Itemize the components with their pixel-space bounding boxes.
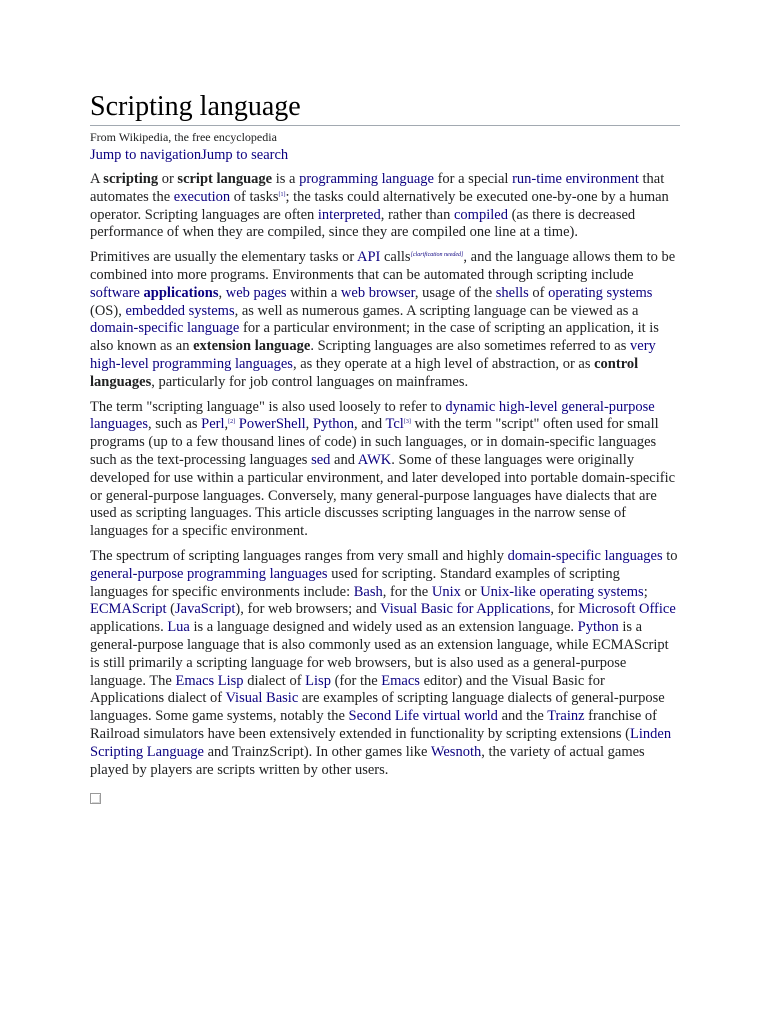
text: A	[90, 171, 104, 187]
link-shells[interactable]: shells	[495, 284, 529, 301]
text: . Scripting languages are also sometimes referred to as	[310, 338, 631, 355]
citation-3	[404, 419, 411, 425]
text: . Some of these languages were originally developed for use within a particular environment, and later developed into portable domain-specific or general-purpose languages. Conversely, many general-purpose languages have dialects that are used as scripting languages. This article discusses scripting languages in the narrow sense of languages for a specific environment.	[90, 451, 676, 540]
text: calls	[380, 249, 411, 266]
link-api[interactable]: API	[356, 249, 381, 266]
bold-link-text: applications	[143, 284, 219, 301]
text: and the	[497, 708, 548, 725]
link-embedded-systems[interactable]: embedded systems	[125, 302, 235, 319]
link-general-purpose-programming-languages[interactable]: general-purpose programming languages	[90, 565, 328, 582]
text: and	[330, 451, 358, 468]
link-run-time-environment[interactable]: run-time environment	[512, 171, 639, 187]
text: ;	[643, 583, 648, 600]
text: are examples of scripting language dialects of general-purpose languages. Some game systems, notably the	[90, 690, 665, 725]
text: with the term "script" often used for small programs (up to a few thousand lines of code) in such languages, or in domain-specific languages such as the text-processing languages	[90, 416, 659, 468]
link-domain-specific-language[interactable]: domain-specific language	[90, 320, 240, 337]
link-python[interactable]: Python	[312, 416, 354, 433]
text: or	[158, 171, 178, 187]
link-sed[interactable]: sed	[311, 451, 331, 468]
link-execution[interactable]: execution	[173, 188, 231, 205]
article-content	[90, 90, 680, 804]
link-lua[interactable]: Lua	[167, 619, 190, 636]
link-very-high-level-programming-languages[interactable]: very high-level programming languages	[90, 338, 656, 372]
text: , and	[353, 416, 386, 433]
link-tcl[interactable]: Tcl	[385, 416, 404, 433]
link-compiled[interactable]: compiled	[454, 206, 508, 223]
link-web-pages[interactable]: web pages	[225, 284, 287, 301]
text: is a general-purpose language that is also commonly used as an extension language, while ECMAScript is still primarily a scripting language for web browsers, but is also used as a general-purpose language. The	[90, 619, 669, 689]
bold-term-control-languages: control languages	[90, 355, 639, 390]
clarification-link[interactable]: [clarification needed]	[410, 252, 464, 259]
text: for a special	[433, 171, 513, 187]
link-dynamic-high-level-general-purpose-languages[interactable]: dynamic high-level general-purpose languages	[90, 398, 655, 433]
text: applications.	[90, 619, 168, 636]
text: editor) and the Visual Basic for Applications dialect of	[90, 672, 605, 707]
link-programming-language[interactable]: programming language	[299, 171, 434, 187]
link-python[interactable]: Python	[577, 619, 619, 636]
link-lisp[interactable]: Lisp	[305, 672, 331, 689]
text: dialect of	[243, 672, 306, 689]
link-emacs[interactable]: Emacs	[381, 672, 420, 689]
paragraph-2	[90, 249, 680, 391]
link-powershell[interactable]: PowerShell	[238, 416, 306, 433]
paragraph-1	[90, 171, 680, 242]
text: and TrainzScript). In other games like	[203, 743, 431, 760]
text: ,	[224, 416, 229, 433]
link-ecmascript[interactable]: ECMAScript	[90, 601, 167, 618]
link-visual-basic[interactable]: Visual Basic	[225, 690, 299, 707]
text: (as there is decreased performance of when they are compiled, since they are compiled one line at a time).	[90, 206, 636, 241]
text: , rather than	[380, 206, 454, 223]
text: ; the tasks could alternatively be executed one-by-one by a human operator. Scripting languages are often	[90, 188, 669, 223]
text: franchise of Railroad simulators have been extensively extended in functionality by scripting extensions (	[90, 708, 657, 742]
link-wesnoth[interactable]: Wesnoth	[430, 743, 482, 760]
jump-to-navigation-link[interactable]: Jump to navigation	[90, 147, 202, 163]
text: of	[528, 284, 549, 301]
page-title: Scripting language	[90, 90, 680, 126]
link-operating-systems[interactable]: operating systems	[548, 284, 653, 301]
text: is a language designed and widely used as an extension language.	[189, 619, 578, 636]
link-emacs-lisp[interactable]: Emacs Lisp	[175, 672, 244, 689]
link-software[interactable]: software	[90, 284, 140, 301]
text: The spectrum of scripting languages ranges from very small and highly	[90, 547, 508, 564]
link-javascript[interactable]: JavaScript	[175, 601, 236, 618]
link-visual-basic-for-applications[interactable]: Visual Basic for Applications	[380, 601, 551, 618]
bold-term-script-language: script language	[177, 171, 273, 187]
text: , usage of the	[414, 284, 496, 301]
link-unix-like-operating-systems[interactable]: Unix-like operating systems	[480, 583, 644, 600]
text: , for	[550, 601, 579, 618]
link-trainz[interactable]: Trainz	[547, 708, 585, 725]
text: to	[662, 547, 678, 564]
jump-links	[90, 146, 680, 165]
text: Primitives are usually the elementary tasks or	[90, 249, 357, 266]
link-perl[interactable]: Perl	[201, 416, 225, 433]
bold-term-extension-language: extension language	[193, 338, 311, 355]
text: (	[166, 601, 175, 618]
text: (for the	[330, 672, 382, 689]
site-tagline: From Wikipedia, the free encyclopedia	[90, 130, 277, 144]
link-applications[interactable]	[144, 285, 219, 301]
jump-to-search-link[interactable]: Jump to search	[201, 147, 289, 163]
text: , for the	[382, 583, 432, 600]
text: or	[460, 583, 481, 600]
text: (OS),	[90, 302, 126, 319]
clarification-needed-note	[411, 252, 464, 258]
paragraph-3	[90, 399, 680, 541]
text: ,	[218, 284, 226, 301]
paragraph-4	[90, 548, 680, 779]
link-second-life-virtual-world[interactable]: Second Life virtual world	[348, 708, 498, 725]
text: used for scripting. Standard examples of scripting languages for specific environments include:	[90, 565, 620, 600]
text: ,	[305, 416, 313, 433]
link-bash[interactable]: Bash	[353, 583, 383, 600]
text: , and the language allows them to be combined into more programs. Environments that can be automated through scripting include	[90, 249, 676, 283]
link-domain-specific-languages[interactable]: domain-specific languages	[507, 547, 663, 564]
link-web-browser[interactable]: web browser	[340, 284, 415, 301]
link-linden-scripting-language[interactable]: Linden Scripting Language	[90, 725, 672, 760]
link-awk[interactable]: AWK	[357, 451, 392, 468]
text: ), for web browsers; and	[235, 601, 381, 618]
bold-term-scripting: scripting	[103, 171, 159, 187]
link-microsoft-office[interactable]: Microsoft Office	[578, 601, 676, 618]
text: is a	[272, 171, 300, 187]
text: , such as	[147, 416, 202, 433]
text: , the variety of actual games played by players are scripts written by other users.	[90, 743, 645, 778]
text: for a particular environment; in the case of scripting an application, it is also known as an	[90, 320, 659, 355]
text: , as they operate at a high level of abstraction, or as	[292, 355, 595, 372]
link-unix[interactable]: Unix	[431, 583, 461, 600]
citation-link[interactable]: [3]	[403, 419, 411, 426]
text: The term "scripting language" is also used loosely to refer to	[90, 398, 446, 415]
text: within a	[286, 284, 341, 301]
text: that automates the	[90, 171, 665, 205]
citation-link[interactable]: [1]	[278, 191, 286, 198]
text: , particularly for job control languages on mainframes.	[151, 373, 469, 390]
broken-image-icon[interactable]	[90, 793, 101, 804]
link-interpreted[interactable]: interpreted	[317, 206, 381, 223]
text: , as well as numerous games. A scripting language can be viewed as a	[234, 302, 639, 319]
citation-link[interactable]: [2]	[228, 419, 236, 426]
text: of tasks	[230, 188, 279, 205]
